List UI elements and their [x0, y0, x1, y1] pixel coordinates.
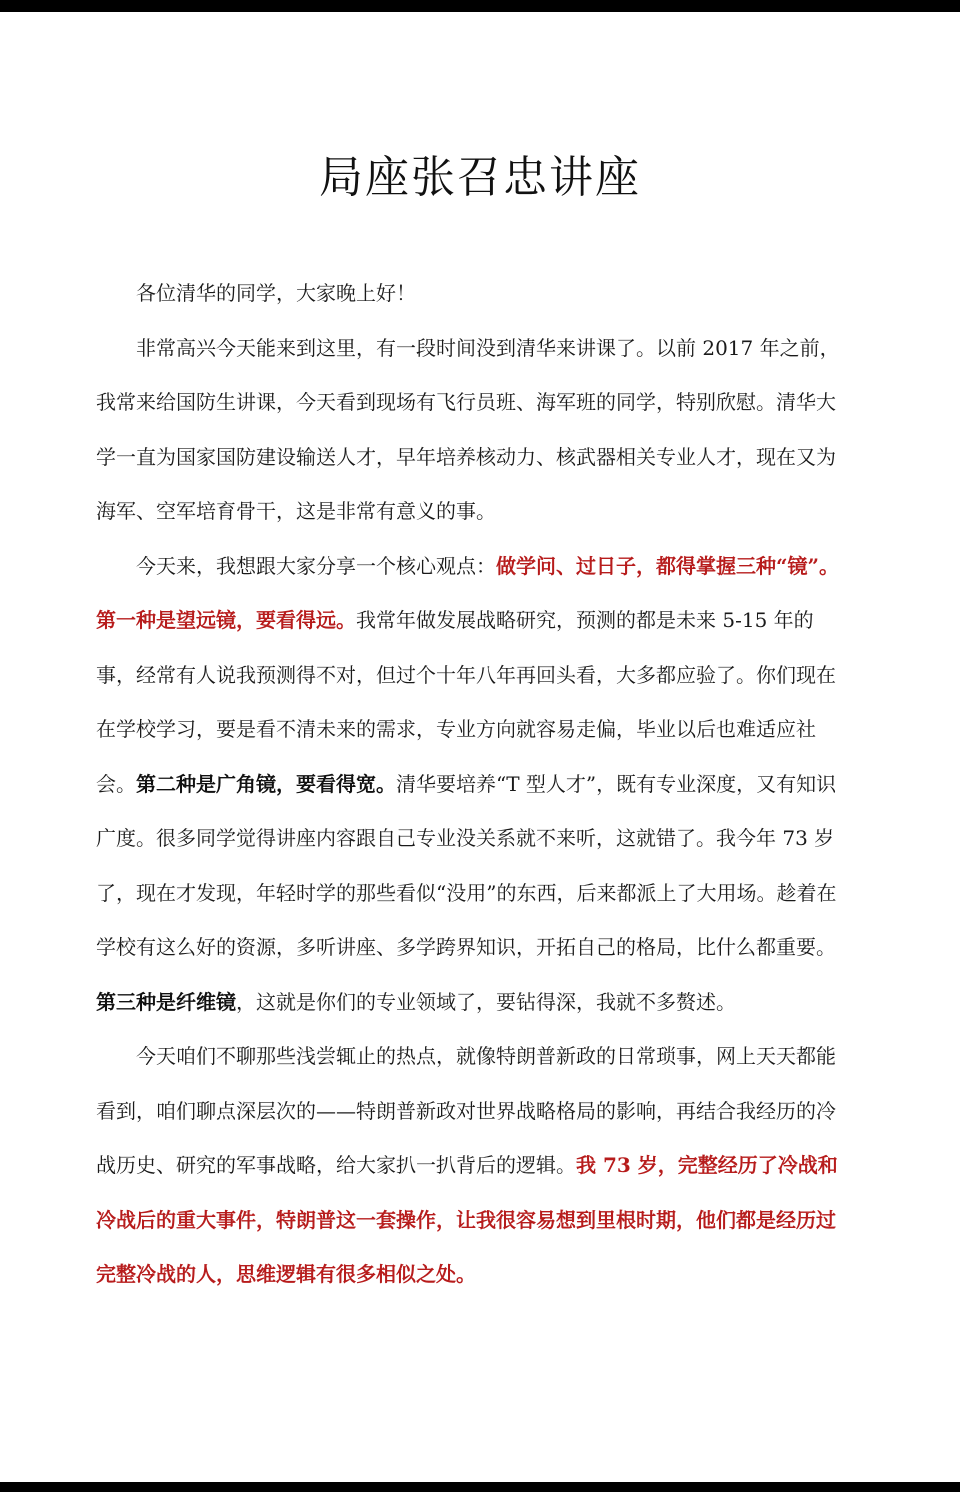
text-segment: 今天咱们不聊那些浅尝辄止的热点，就像特朗普新政的日常琐事，网上天天都能看到，咱们聊点深层次的——特朗普新政对世界战略格局的影响，再结合我经历的冷战历史、研究的军事战略，给大家扒一扒背后的逻辑。 [96, 1044, 836, 1177]
text-segment: 清华要培养“T 型人才”，既有专业深度，又有知识广度。很多同学觉得讲座内容跟自己专业没关系就不来听，这就错了。我今年 73 岁了，现在才发现，年轻时学的那些看似“没用”的东西，后来都派上了大用场。趁着在学校有这么好的资源，多听讲座、多学跨界知识，开拓自己的格局，比什么都重要。 [96, 771, 837, 959]
paragraph-intro [96, 321, 842, 539]
text-segment: 非常高兴今天能来到这里，有一段时间没到清华来讲课了。以前 2017 年之前，我常来给国防生讲课，今天看到现场有飞行员班、海军班的同学，特别欣慰。清华大学一直为国家国防建设输送人才，早年培养核动力、核武器相关专业人才，现在又为海军、空军培育骨干，这是非常有意义的事。 [96, 335, 840, 523]
highlight-bold-fiberscope: 第三种是纤维镜 [96, 989, 236, 1014]
highlight-bold-wide-angle: 第二种是广角镜，要看得宽。 [136, 771, 396, 796]
page-title: 局座张召忠讲座 [319, 152, 641, 203]
text-segment: 我常年做发展战略研究，预测的都是未来 5-15 年的事，经常有人说我预测得不对，但过个十年八年再回头看，大多都应验了。你们现在在学校学习，要是看不清未来的需求，专业方向就容易走偏，毕业以后也难适应社会。 [96, 608, 836, 796]
paragraph-trump-policy [96, 1029, 842, 1302]
document-body [96, 266, 842, 1302]
highlight-red-telescope: 做学问、过日子，都得掌握三种“镜”。第一种是望远镜，要看得远。 [96, 553, 840, 632]
text-segment: 各位清华的同学，大家晚上好！ [136, 281, 416, 305]
bottom-border-bar [0, 1482, 960, 1492]
paragraph-greeting [96, 266, 842, 321]
text-segment: ，这就是你们的专业领域了，要钻得深，我就不多赘述。 [236, 989, 736, 1014]
paragraph-three-lenses [96, 539, 842, 1030]
highlight-red-cold-war: 我 73 岁，完整经历了冷战和冷战后的重大事件，特朗普这一套操作，让我很容易想到里根时期，他们都是经历过完整冷战的人，思维逻辑有很多相似之处。 [96, 1153, 838, 1286]
text-segment: 今天来，我想跟大家分享一个核心观点： [136, 553, 496, 578]
top-border-bar [0, 0, 960, 12]
